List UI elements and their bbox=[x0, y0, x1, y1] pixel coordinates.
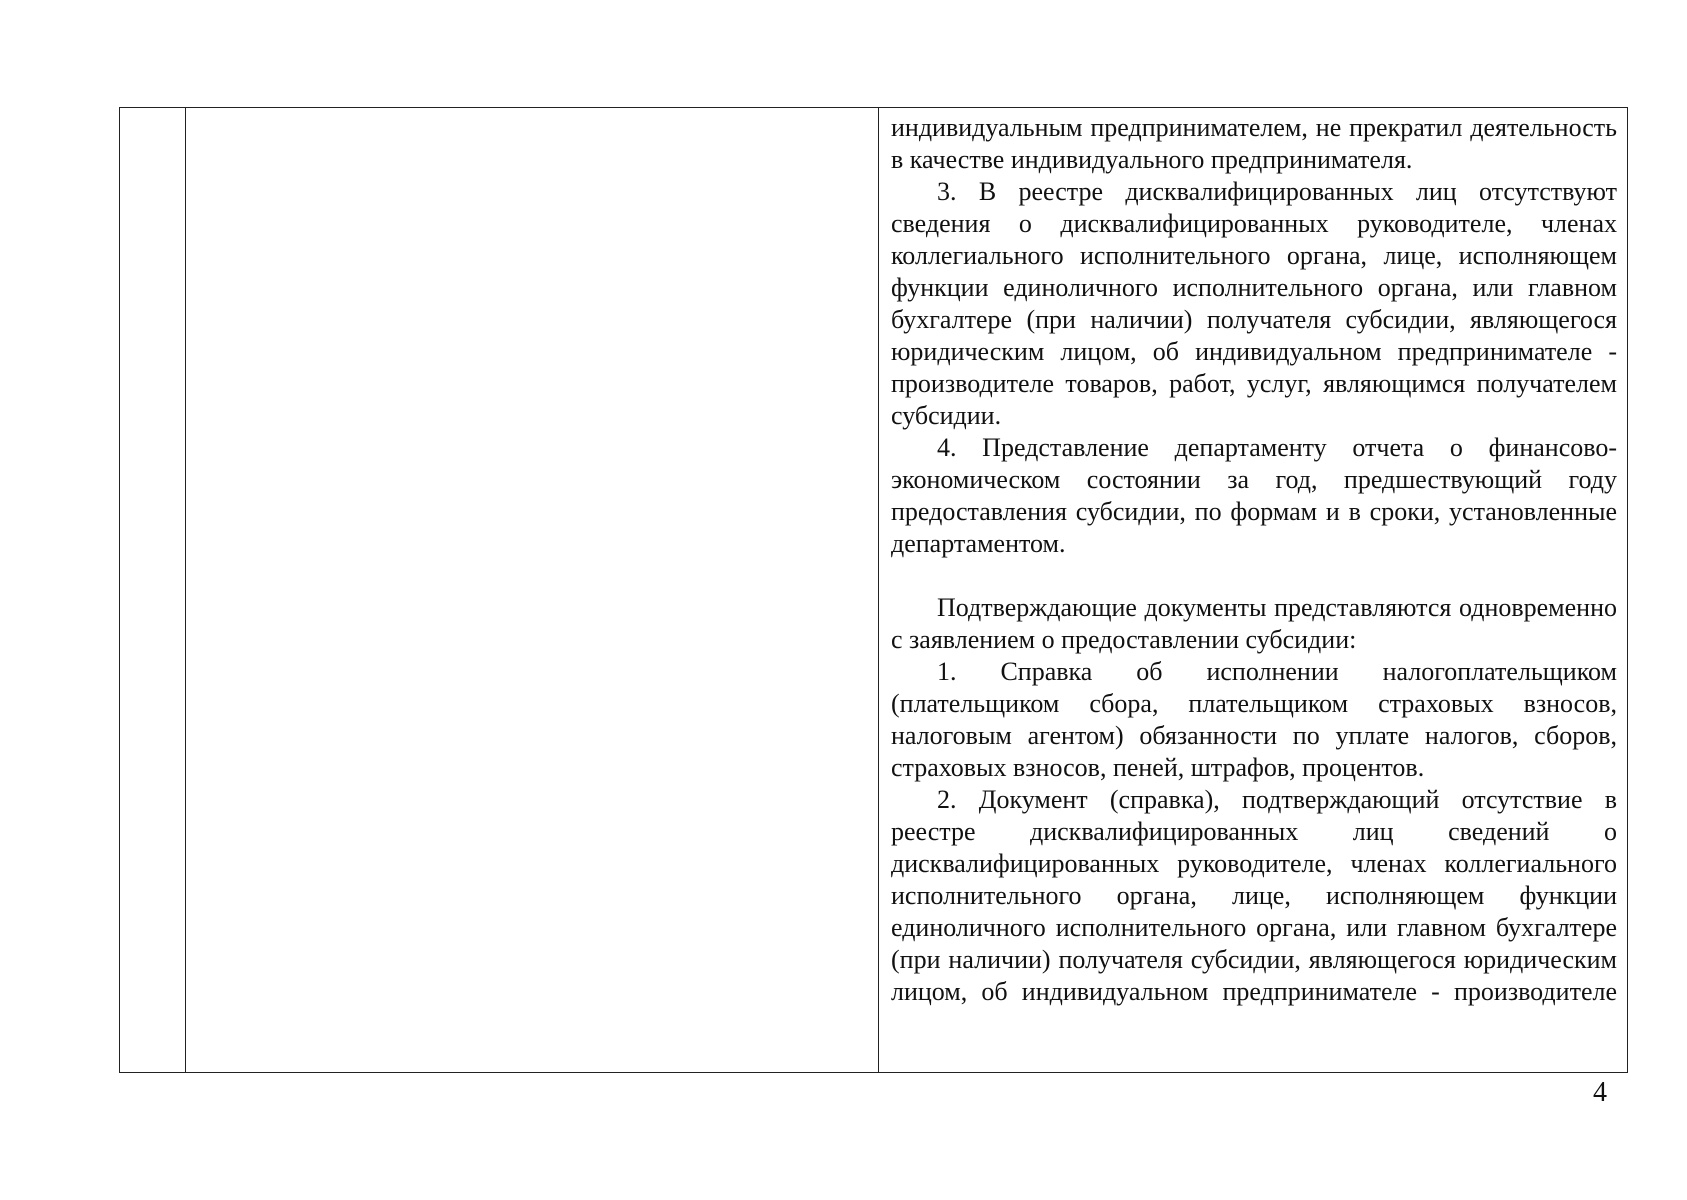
paragraph-item-4: 4. Представление департаменту отчета о финансово-экономическом состоянии за год, предшествующий году предоставления субсидии, по формам и в сроки, установленные департаментом. bbox=[891, 433, 1617, 558]
paragraph-spacer bbox=[891, 560, 1617, 592]
table-row bbox=[120, 108, 1628, 1073]
paragraph-supporting-docs-intro: Подтверждающие документы представляются одновременно с заявлением о предоставлении субсидии: bbox=[891, 593, 1617, 654]
paragraph-continuation: индивидуальным предпринимателем, не прекратил деятельность в качестве индивидуального предпринимателя. bbox=[891, 113, 1617, 174]
document-table bbox=[119, 107, 1628, 1073]
page-number: 4 bbox=[1593, 1077, 1607, 1108]
name-column-cell bbox=[186, 108, 879, 1073]
paragraph-doc-item-2: 2. Документ (справка), подтверждающий отсутствие в реестре дисквалифицированных лиц сведений о дисквалифицированных руководителе, членах коллегиального исполнительного органа, лице, исполняющем функции единоличного исполнительного органа, или главном бухгалтере (при наличии) получателя субсидии, являющегося юридическим лицом, об индивидуальном предпринимателе - производителе bbox=[891, 785, 1617, 1006]
number-column-cell bbox=[120, 108, 186, 1073]
requirements-cell bbox=[879, 108, 1628, 1073]
paragraph-item-3: 3. В реестре дисквалифицированных лиц отсутствуют сведения о дисквалифицированных руководителе, членах коллегиального исполнительного органа, лице, исполняющем функции единоличного исполнительного органа, или главном бухгалтере (при наличии) получателя субсидии, являющегося юридическим лицом, об индивидуальном предпринимателе - производителе товаров, работ, услуг, являющимся получателем субсидии. bbox=[891, 177, 1617, 430]
paragraph-doc-item-1: 1. Справка об исполнении налогоплательщиком (плательщиком сбора, плательщиком страховых взносов, налоговым агентом) обязанности по уплате налогов, сборов, страховых взносов, пеней, штрафов, процентов. bbox=[891, 657, 1617, 782]
